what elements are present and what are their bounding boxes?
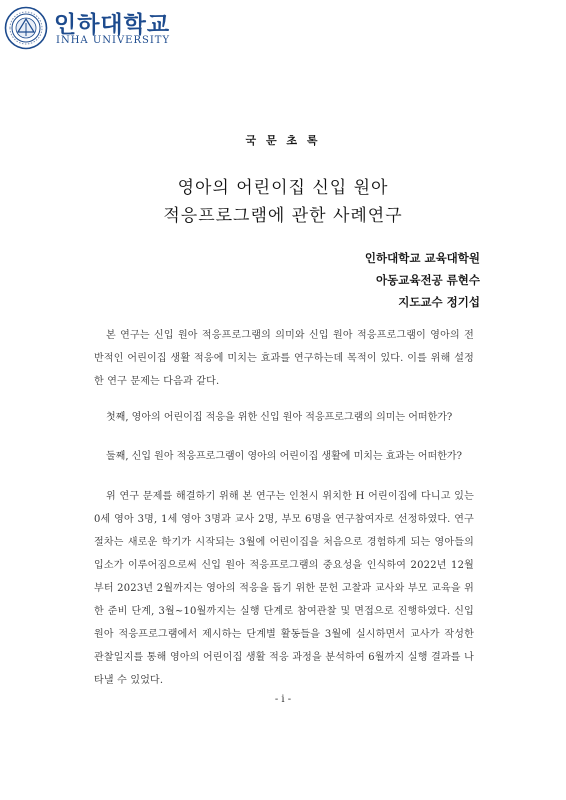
method-paragraph: 위 연구 문제를 해결하기 위해 본 연구는 인천시 위치한 H 어린이집에 다니고 있는 0세 영아 3명, 1세 영아 3명과 교사 2명, 부모 6명을 연구참여자로 선정하였다. 연구 절차는 새로운 학기가 시작되는 3월에 어린이집을 처음으로 경험하게 되는 영아들의 입소가 이루어짐으로써 신입 원아 적응프로그램의 중요성을 인식하여 2022년 12월부터 2023년 2월까지는 영아의 적응을 돕기 위한 문헌 고찰과 교사와 부모 교육을 위한 준비 단계, 3월~10월까지는 실행 단계로 참여관찰 및 면접으로 진행하였다. 신입 원아 적응프로그램에서 제시하는 단계별 활동들을 3월에 실시하면서 교사가 작성한 관찰일지를 통해 영아의 어린이집 생활 적응 과정을 분석하여 6월까지 실행 결과를 나타낼 수 있었다. [94, 491, 474, 686]
title-line-1: 영아의 어린이집 신입 원아 [177, 178, 389, 198]
author-major-name: 아동교육전공 류현수 [376, 273, 480, 287]
author-affiliation: 인하대학교 교육대학원 [364, 251, 480, 265]
intro-paragraph: 본 연구는 신입 원아 적응프로그램의 의미와 신입 원아 적응프로그램이 영아의 전반적인 어린이집 생활 적응에 미치는 효과를 연구하는데 목적이 있다. 이를 위해 설정한 연구 문제는 다음과 같다. [94, 330, 474, 387]
abstract-label: 국 문 초 록 [245, 134, 321, 147]
research-question-2: 둘째, 신입 원아 적응프로그램이 영아의 어린이집 생활에 미치는 효과는 어떠한가? [106, 451, 462, 462]
logo-korean-text: 인하대학교 [54, 12, 171, 38]
university-seal-icon [4, 6, 48, 50]
inha-university-logo [4, 6, 171, 50]
title-line-2: 적응프로그램에 관한 사례연구 [163, 206, 403, 226]
page-number: - i - [274, 694, 292, 705]
advisor-name: 지도교수 정기섭 [398, 295, 480, 309]
logo-english-text: INHA UNIVERSITY [56, 35, 171, 46]
research-question-1: 첫째, 영아의 어린이집 적응을 위한 신입 원아 적응프로그램의 의미는 어떠한가? [106, 412, 453, 423]
